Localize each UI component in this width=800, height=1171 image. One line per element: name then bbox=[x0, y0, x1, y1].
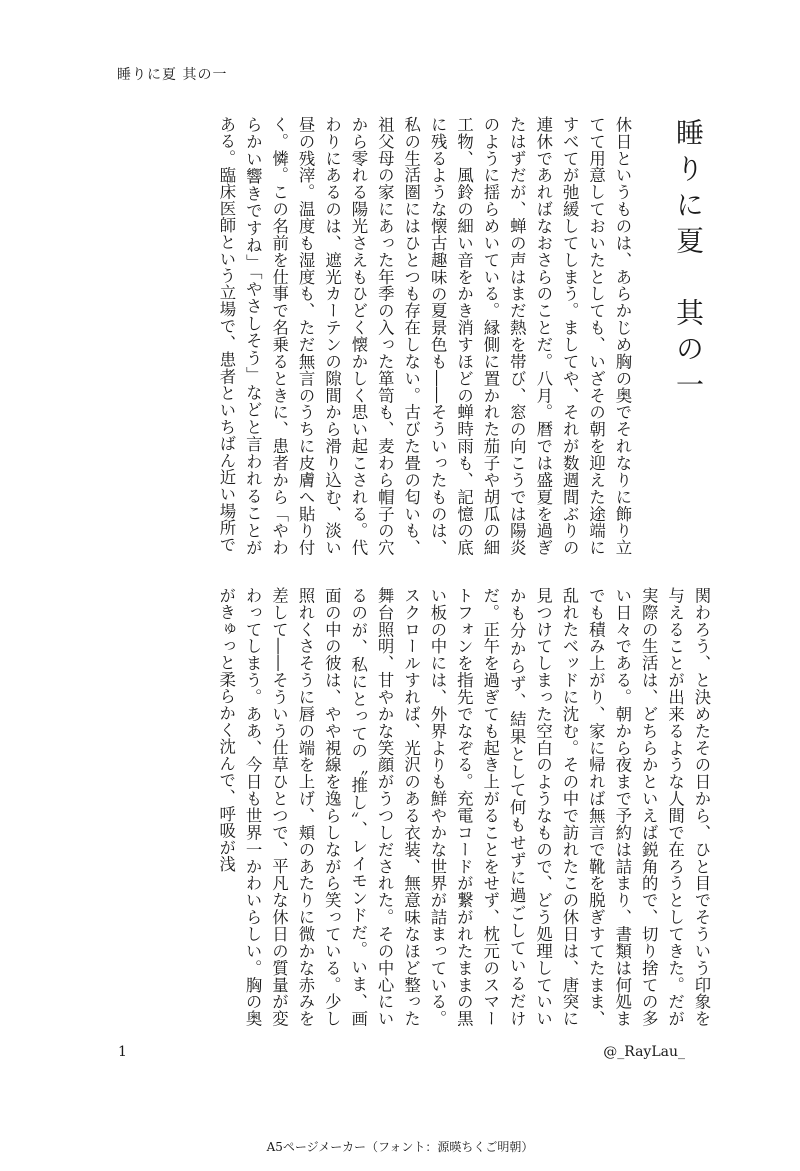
body-text-upper: 休日というものは、あらかじめ胸の奥でそれなりに飾り立てて用意しておいたとしても、いざその朝を迎えた途端にすべてが弛緩してしまう。ましてや、それが数週間ぶりの連休であればなおさらのことだ。八月。暦では盛夏を過ぎたはずだが、蝉の声はまだ熱を帯び、窓の向こうでは陽炎のように揺らめいている。縁側に置かれた茄子や胡瓜の細工物、風鈴の細い音をかき消すほどの蝉時雨も、記憶の底に残るような懐古趣味の夏景色も――そういったものは、私の生活圏にはひとつも存在しない。古びた畳の匂いも、祖父母の家にあった年季の入った箪笥も、麦わら帽子の穴から零れる陽光さえもひどく懐かしく思い起こされる。代わりにあるのは、遮光カーテンの隙間から滑り込む、淡い昼の残滓。温度も湿度も、ただ無言のうちに皮膚へ貼り付く。憐。この名前を仕事で名乗るときに、患者から「やわらかい響きですね」「やさしそう」などと言われることがある。臨床医師という立場で、患者といちばん近い場所で bbox=[216, 116, 632, 556]
template-credit: A5ページメーカー（フォント：源暎ちくご明朝） bbox=[266, 1140, 534, 1154]
page-title: 睡りに夏 其の一 bbox=[672, 118, 705, 406]
body-text-lower: 関わろう、と決めたその日から、ひと目でそういう印象を与えることが出来るような人間で在ろうとしてきた。だが実際の生活は、どちらかといえば鋭角的で、切り捨ての多い日々である。朝から夜まで予約は詰まり、書類は何処までも積み上がり、家に帰れば無言で靴を脱ぎすてたまま、乱れたベッドに沈む。その中で訪れたこの休日は、唐突に見つけてしまった空白のようなもので、どう処理していいかも分からず、結果として何もせずに過ごしているだけだ。正午を過ぎても起き上がることをせず、枕元のスマートフォンを指先でなぞる。充電コードが繋がれたままの黒い板の中には、外界よりも鮮やかな世界が詰まっている。スクロールすれば、光沢のある衣装、無意味なほど整った舞台照明、甘やかな笑顔がうつしだされた。その中心にいるのが、私にとっての〝推し〟、レイモンドだ。いま、画面の中の彼は、やや視線を逸らしながら笑っている。少し照れくさそうに唇の端を上げ、頬のあたりに微かな赤みを差して――そういう仕草ひとつで、平凡な休日の質量が変わってしまう。ああ、今日も世界一かわいらしい。胸の奥がきゅっと柔らかく沈んで、呼吸が浅 bbox=[216, 587, 711, 1027]
running-header: 睡りに夏 其の一 bbox=[117, 67, 228, 83]
page-number: 1 bbox=[118, 1044, 127, 1060]
author-handle: @_RayLau_ bbox=[603, 1044, 685, 1060]
